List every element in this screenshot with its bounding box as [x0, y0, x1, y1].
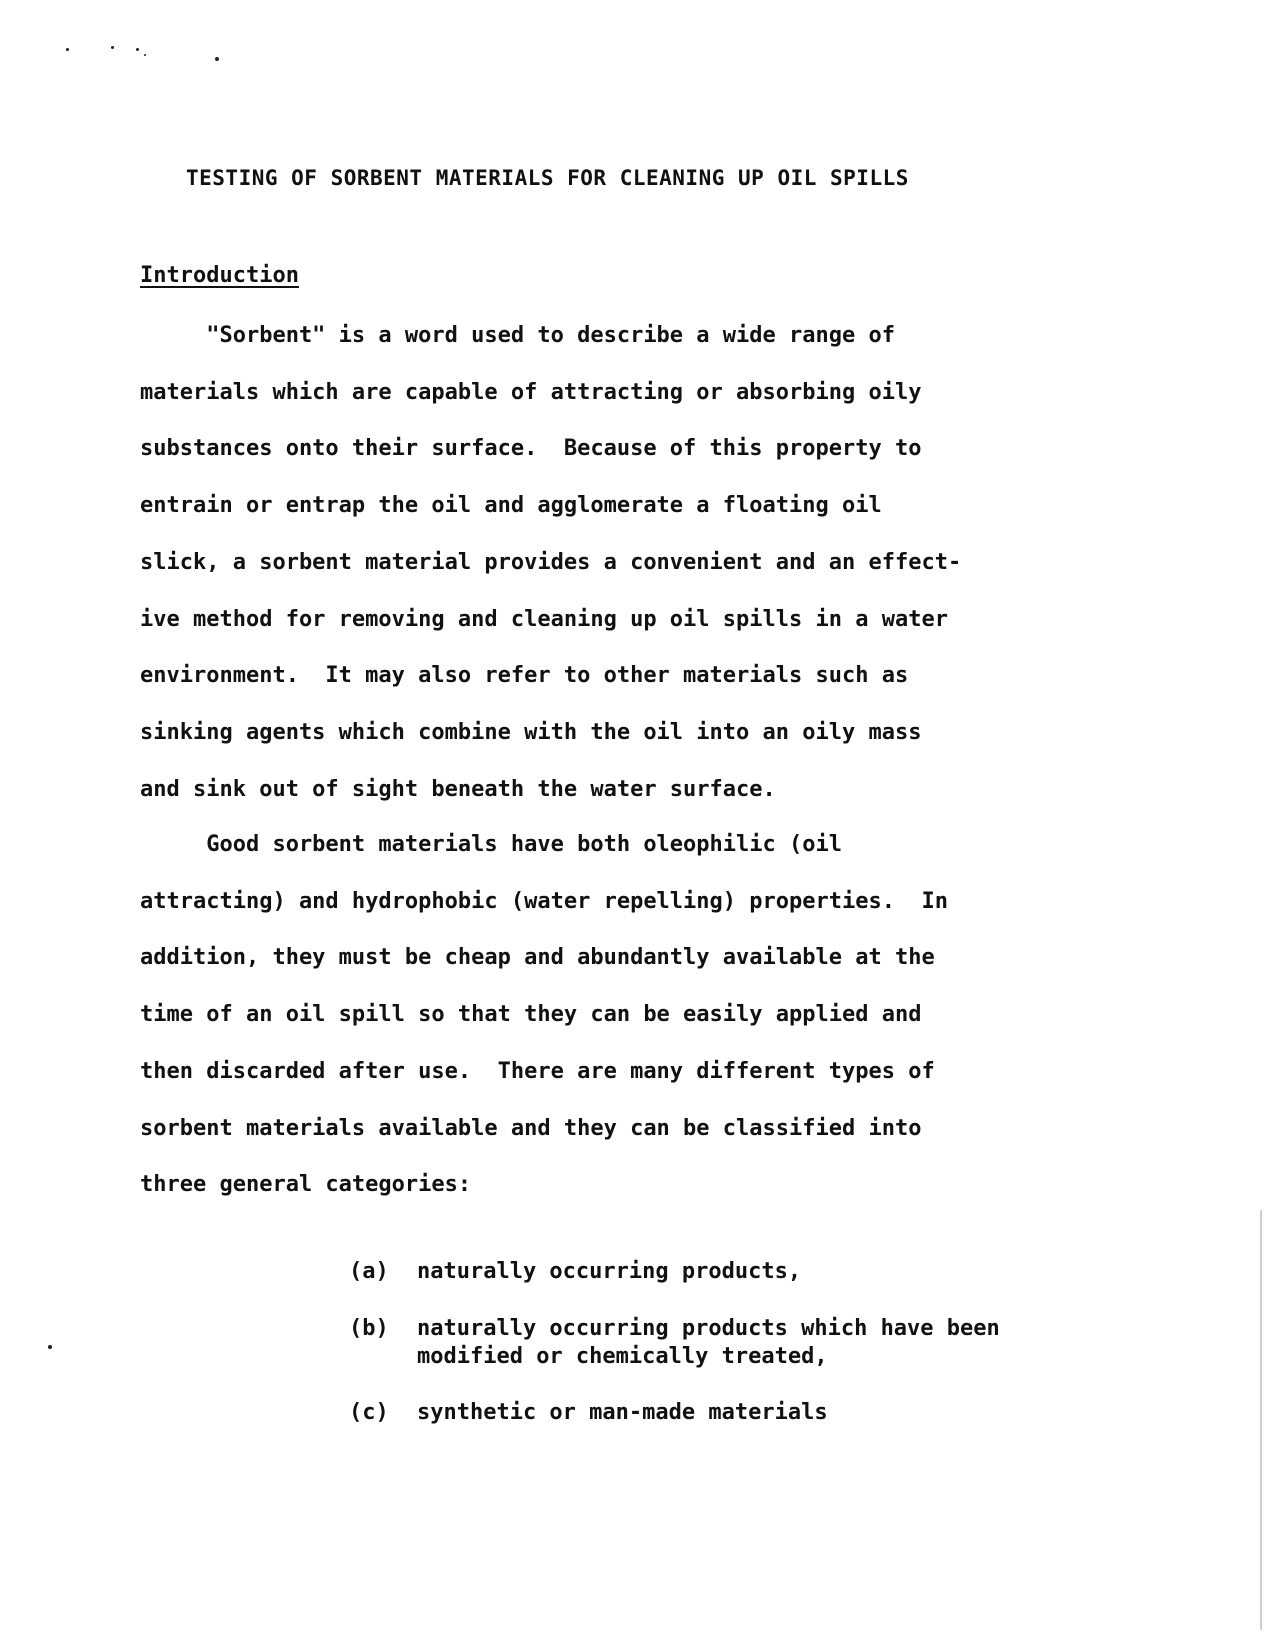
scan-speck: [48, 1345, 52, 1349]
paragraph-line: then discarded after use. There are many different types of: [140, 1058, 935, 1084]
paragraph-line: sorbent materials available and they can be classified into: [140, 1115, 922, 1141]
paragraph-line: Good sorbent materials have both oleophilic (oil: [140, 832, 842, 857]
paragraph-line: substances onto their surface. Because of this property to: [140, 436, 922, 462]
list-marker: (a): [348, 1259, 389, 1284]
paragraph-line: materials which are capable of attracting or absorbing oily: [140, 379, 922, 405]
paragraph-2: [140, 817, 1080, 1214]
paragraph-line: "Sorbent" is a word used to describe a wide range of: [140, 323, 895, 348]
list-line: synthetic or man-made materials: [416, 1400, 828, 1425]
list-text: [417, 1399, 828, 1427]
scan-speck: [66, 48, 69, 51]
list-line: naturally occurring products which have been: [416, 1316, 1000, 1341]
paragraph-line: time of an oil spill so that they can be easily applied and: [140, 1002, 922, 1028]
category-item-c: [296, 1371, 828, 1455]
scan-speck: [144, 54, 146, 56]
list-text: [417, 1258, 801, 1286]
paragraph-line: environment. It may also refer to other materials such as: [140, 663, 909, 689]
section-heading: Introduction: [140, 263, 299, 288]
paragraph-line: slick, a sorbent material provides a convenient and an effect-: [140, 549, 962, 575]
list-text: [417, 1315, 1000, 1371]
list-marker: (b): [348, 1316, 389, 1341]
paragraph-line: three general categories:: [140, 1172, 472, 1198]
list-marker: (c): [348, 1400, 389, 1425]
scan-speck: [111, 46, 114, 49]
scan-edge-line: [1260, 1210, 1262, 1630]
scan-speck: [136, 48, 139, 51]
list-line: modified or chemically treated,: [416, 1344, 828, 1369]
paragraph-line: attracting) and hydrophobic (water repelling) properties. In: [140, 888, 948, 914]
paragraph-line: ive method for removing and cleaning up oil spills in a water: [140, 606, 948, 632]
paragraph-1: [140, 308, 1080, 818]
list-line: naturally occurring products,: [416, 1259, 802, 1284]
paragraph-line: addition, they must be cheap and abundantly available at the: [140, 945, 935, 971]
scan-speck: [215, 57, 219, 61]
paragraph-line: entrain or entrap the oil and agglomerate a floating oil: [140, 493, 882, 519]
paragraph-line: and sink out of sight beneath the water surface.: [140, 776, 776, 802]
paragraph-line: sinking agents which combine with the oil into an oily mass: [140, 719, 922, 745]
document-title: TESTING OF SORBENT MATERIALS FOR CLEANING UP OIL SPILLS: [186, 166, 909, 190]
